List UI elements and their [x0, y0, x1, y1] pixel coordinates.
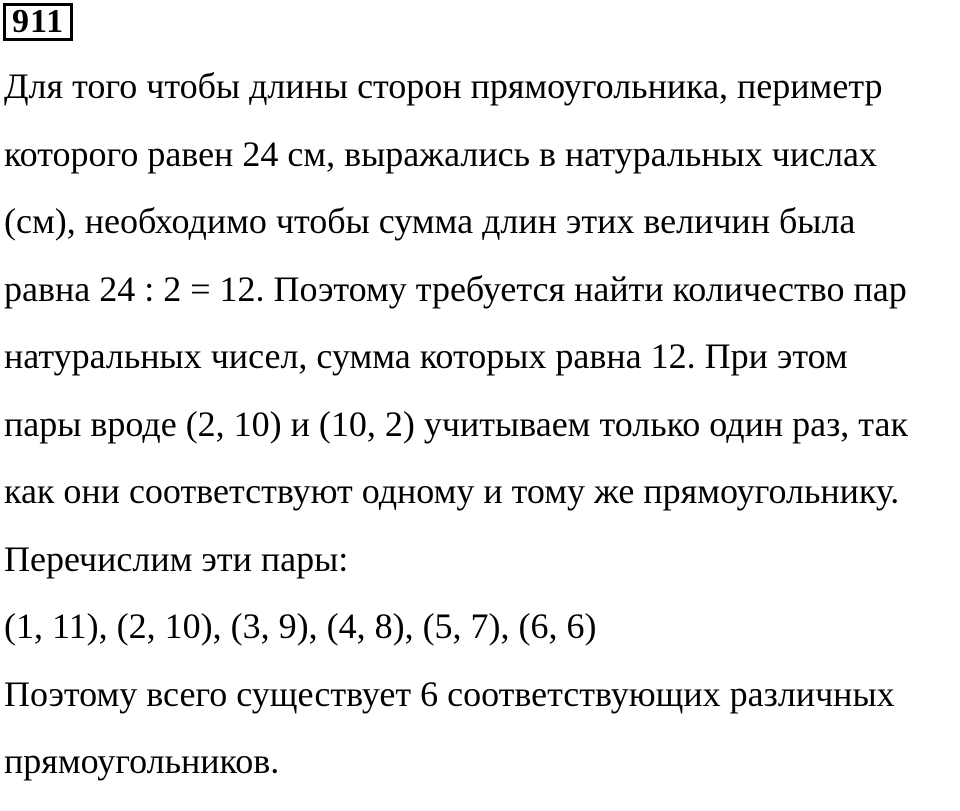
problem-number-badge: 911: [3, 3, 73, 41]
text-line: Поэтому всего существует 6 соответствующих различных: [4, 673, 895, 714]
text-line: (см), необходимо чтобы сумма длин этих величин была: [4, 201, 856, 241]
text-line: как они соответствуют одному и тому же прямоугольнику.: [4, 471, 900, 511]
solution-text: [4, 68, 956, 811]
text-line: которого равен 24 см, выражались в натуральных числах: [4, 133, 878, 174]
text-line: равна 24 : 2 = 12. Поэтому требуется найти количество пар: [4, 268, 907, 309]
text-line: Для того чтобы длины сторон прямоугольника, периметр: [4, 66, 883, 106]
text-line: прямоугольников.: [4, 741, 280, 781]
pairs-list: (1, 11), (2, 10), (3, 9), (4, 8), (5, 7), (6, 6): [4, 606, 597, 646]
text-line: Перечислим эти пары:: [4, 538, 349, 579]
text-line: натуральных чисел, сумма которых равна 12. При этом: [4, 336, 848, 376]
text-line: пары вроде (2, 10) и (10, 2) учитываем только один раз, так: [4, 403, 908, 444]
